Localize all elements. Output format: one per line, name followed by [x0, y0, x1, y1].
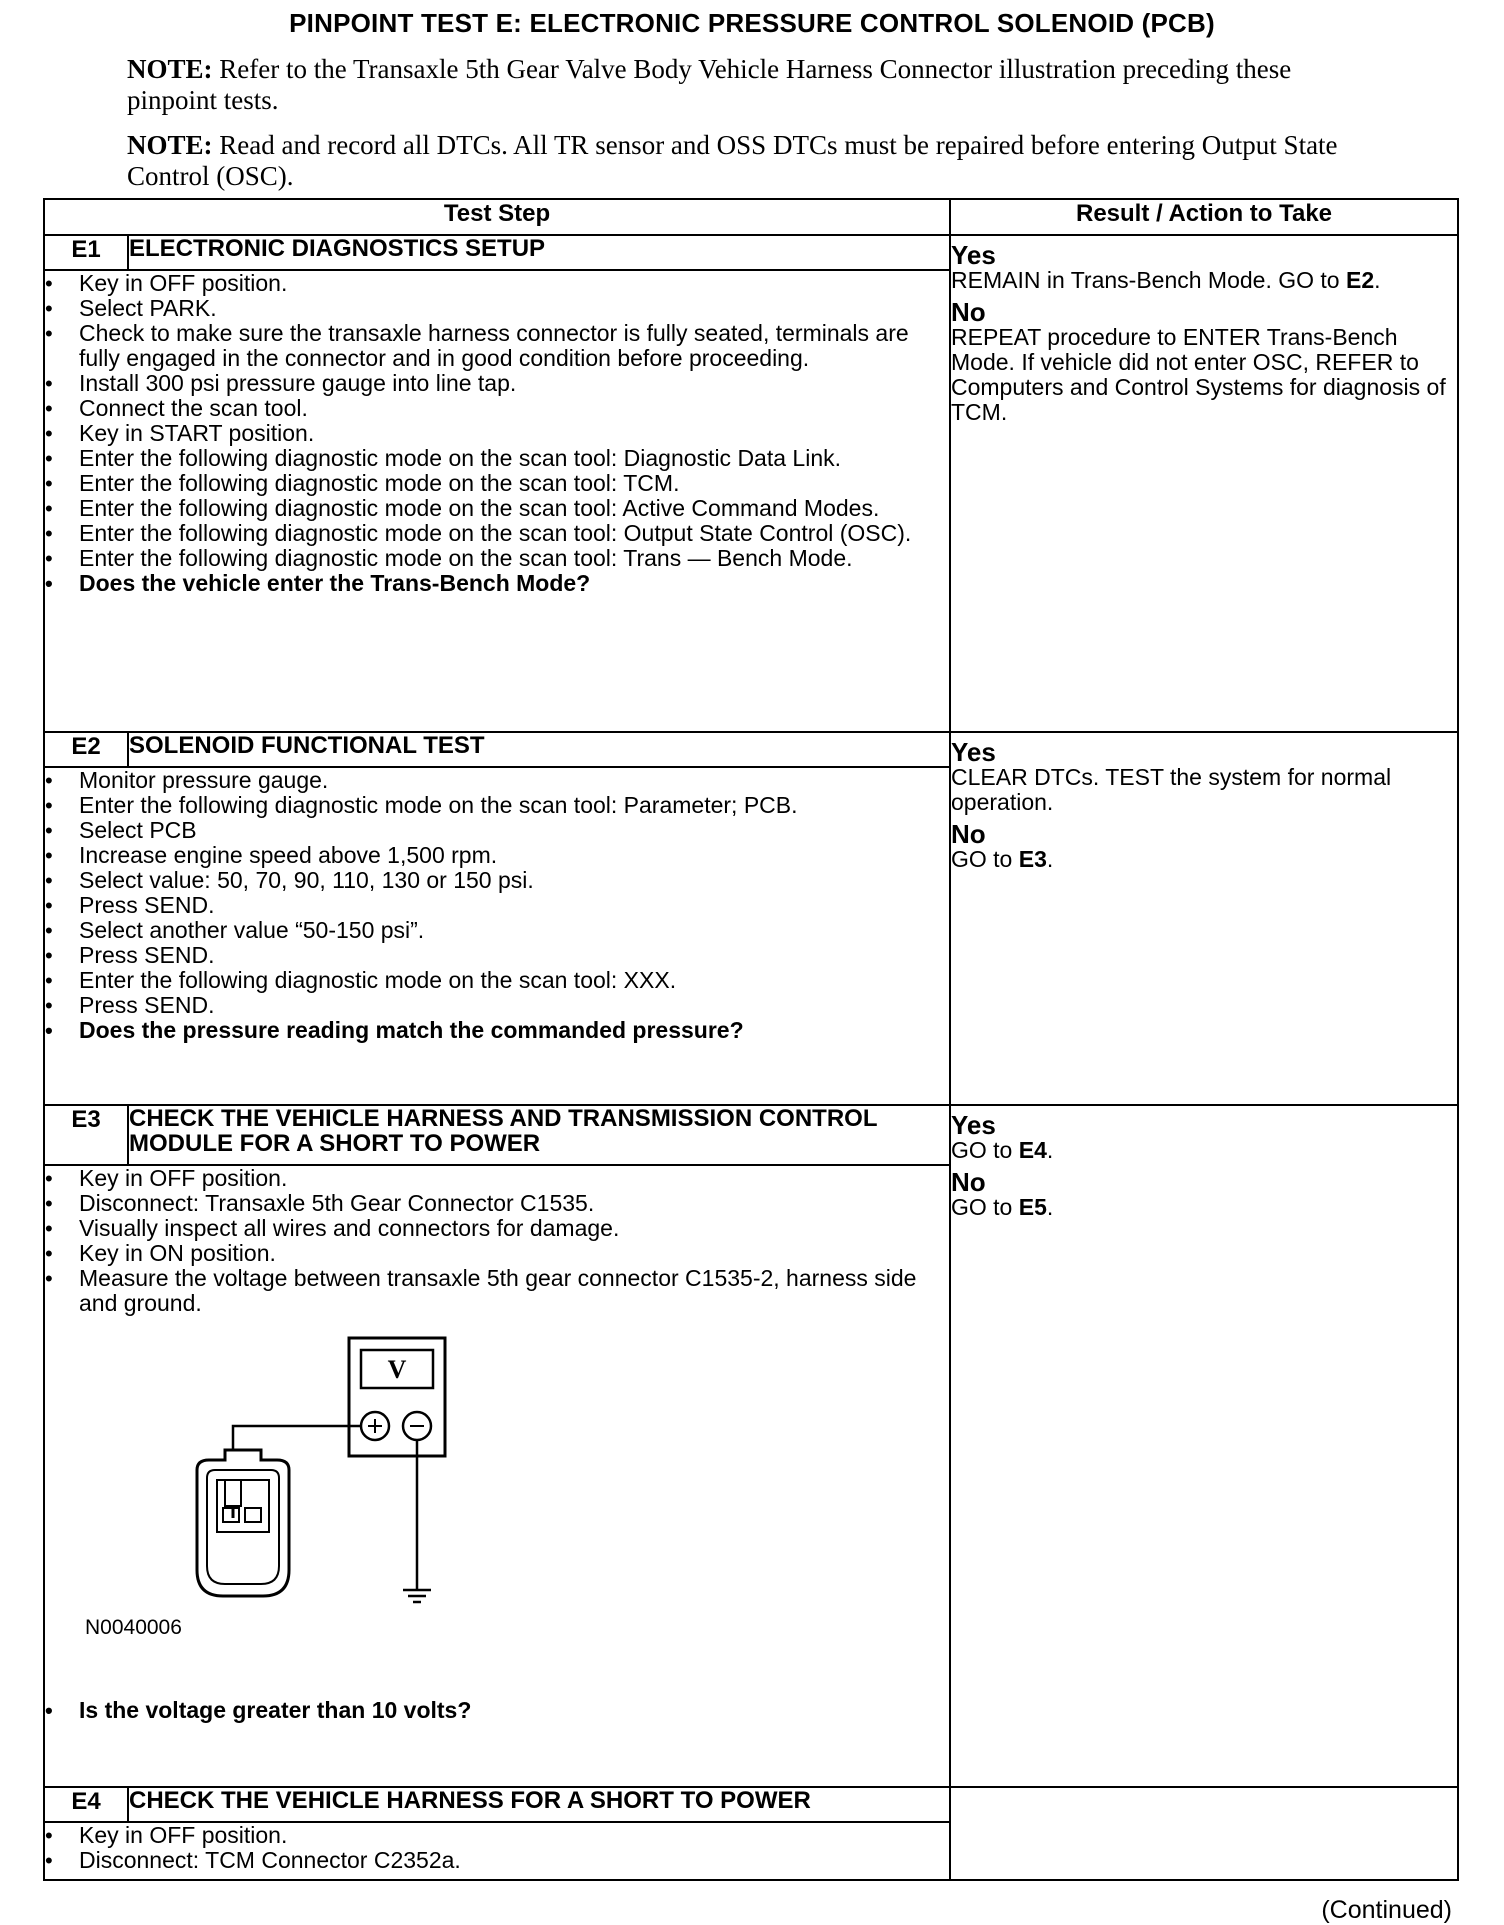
- step-e2-title-row: [44, 732, 1458, 767]
- list-item: • Enter the following diagnostic mode on the scan tool: Active Command Modes.: [45, 496, 949, 521]
- no-label: No: [951, 1167, 986, 1197]
- note-2-label: NOTE:: [127, 130, 213, 160]
- list-item: • Key in OFF position.: [45, 271, 949, 296]
- yes-label: Yes: [951, 1110, 996, 1140]
- note-1: [127, 54, 1367, 116]
- list-item: • Select another value “50-150 psi”.: [45, 918, 949, 943]
- list-item: • Key in OFF position.: [45, 1166, 949, 1191]
- step-e1-result: [950, 235, 1458, 732]
- step-id: E1: [44, 235, 128, 270]
- note-2-text: Read and record all DTCs. All TR sensor and OSS DTCs must be repaired before entering Output State Control (OSC).: [127, 130, 1338, 191]
- no-action: GO to E5.: [951, 1194, 1054, 1220]
- step-id: E4: [44, 1787, 128, 1822]
- step-ref: E5: [1018, 1194, 1047, 1220]
- step-e4-title-row: [44, 1787, 1458, 1822]
- list-item: • Enter the following diagnostic mode on the scan tool: XXX.: [45, 968, 949, 993]
- meter-symbol: V: [387, 1355, 407, 1384]
- yes-action: REMAIN in Trans-Bench Mode. GO to E2.: [951, 267, 1381, 293]
- step-e1-bullets: [45, 271, 949, 596]
- figure-label: N0040006: [85, 1616, 182, 1639]
- step-title: CHECK THE VEHICLE HARNESS AND TRANSMISSION CONTROL MODULE FOR A SHORT TO POWER: [128, 1105, 950, 1165]
- yes-action: GO to E4.: [951, 1137, 1054, 1163]
- step-e4-body: [44, 1822, 950, 1880]
- list-item: • Press SEND.: [45, 993, 949, 1018]
- step-ref: E2: [1345, 267, 1375, 293]
- list-item: • Key in ON position.: [45, 1241, 949, 1266]
- list-item: • Key in OFF position.: [45, 1823, 949, 1848]
- no-action: GO to E3.: [951, 846, 1054, 872]
- step-e3-title-row: [44, 1105, 1458, 1165]
- page-title: PINPOINT TEST E: ELECTRONIC PRESSURE CONTROL SOLENOID (PCB): [289, 8, 1215, 38]
- list-item: • Key in START position.: [45, 421, 949, 446]
- list-item: • Install 300 psi pressure gauge into line tap.: [45, 371, 949, 396]
- step-e2-result: [950, 732, 1458, 1105]
- step-ref: E3: [1018, 846, 1047, 872]
- step-e3-question-list: [45, 1698, 949, 1723]
- step-ref: E4: [1018, 1137, 1047, 1163]
- continued-label: (Continued): [1321, 1896, 1452, 1924]
- probe-icon: [225, 1480, 241, 1506]
- list-item: • Measure the voltage between transaxle 5th gear connector C1535-2, harness side and ground.: [45, 1266, 949, 1316]
- list-item: • Enter the following diagnostic mode on the scan tool: Diagnostic Data Link.: [45, 446, 949, 471]
- no-label: No: [951, 819, 986, 849]
- step-question: • Does the vehicle enter the Trans-Bench Mode?: [45, 571, 949, 596]
- list-item: • Enter the following diagnostic mode on the scan tool: TCM.: [45, 471, 949, 496]
- list-item: • Select PCB: [45, 818, 949, 843]
- step-e2-body: [44, 767, 950, 1105]
- voltmeter-figure: [45, 1334, 949, 1694]
- step-e2-bullets: [45, 768, 949, 1043]
- list-item: • Enter the following diagnostic mode on the scan tool: Output State Control (OSC).: [45, 521, 949, 546]
- step-title: ELECTRONIC DIAGNOSTICS SETUP: [128, 235, 950, 270]
- list-item: • Select PARK.: [45, 296, 949, 321]
- step-e1-title-row: [44, 235, 1458, 270]
- step-e4-bullets: [45, 1823, 949, 1873]
- step-e3-body: [44, 1165, 950, 1787]
- step-title: CHECK THE VEHICLE HARNESS FOR A SHORT TO POWER: [128, 1787, 950, 1822]
- list-item: • Enter the following diagnostic mode on the scan tool: Trans — Bench Mode.: [45, 546, 949, 571]
- pinpoint-test-table: [43, 198, 1459, 1881]
- step-id: E2: [44, 732, 128, 767]
- voltmeter-connector-diagram: [185, 1334, 485, 1614]
- note-1-label: NOTE:: [127, 54, 213, 84]
- step-question: • Is the voltage greater than 10 volts?: [45, 1698, 949, 1723]
- yes-label: Yes: [951, 240, 996, 270]
- header-result: Result / Action to Take: [950, 199, 1458, 235]
- list-item: • Press SEND.: [45, 943, 949, 968]
- header-test-step: Test Step: [44, 199, 950, 235]
- step-e3-result: [950, 1105, 1458, 1787]
- note-2: [127, 130, 1367, 192]
- list-item: • Disconnect: TCM Connector C2352a.: [45, 1848, 949, 1873]
- list-item: • Disconnect: Transaxle 5th Gear Connector C1535.: [45, 1191, 949, 1216]
- step-title: SOLENOID FUNCTIONAL TEST: [128, 732, 950, 767]
- table-header-row: [44, 199, 1458, 235]
- step-e1-body: [44, 270, 950, 732]
- step-e3-bullets: [45, 1166, 949, 1316]
- no-label: No: [951, 297, 986, 327]
- list-item: • Check to make sure the transaxle harness connector is fully seated, terminals are fully engaged in the connector and in good condition before proceeding.: [45, 321, 949, 371]
- yes-action: CLEAR DTCs. TEST the system for normal operation.: [951, 764, 1392, 815]
- list-item: • Connect the scan tool.: [45, 396, 949, 421]
- step-question: • Does the pressure reading match the commanded pressure?: [45, 1018, 949, 1043]
- list-item: • Enter the following diagnostic mode on the scan tool: Parameter; PCB.: [45, 793, 949, 818]
- list-item: • Visually inspect all wires and connectors for damage.: [45, 1216, 949, 1241]
- list-item: • Select value: 50, 70, 90, 110, 130 or 150 psi.: [45, 868, 949, 893]
- yes-label: Yes: [951, 737, 996, 767]
- list-item: • Monitor pressure gauge.: [45, 768, 949, 793]
- step-e4-result: [950, 1787, 1458, 1880]
- no-action: REPEAT procedure to ENTER Trans-Bench Mode. If vehicle did not enter OSC, REFER to Computers and Control Systems for diagnosis of TCM.: [951, 324, 1446, 425]
- list-item: • Increase engine speed above 1,500 rpm.: [45, 843, 949, 868]
- list-item: • Press SEND.: [45, 893, 949, 918]
- step-id: E3: [44, 1105, 128, 1165]
- note-1-text: Refer to the Transaxle 5th Gear Valve Body Vehicle Harness Connector illustration preceding these pinpoint tests.: [127, 54, 1292, 115]
